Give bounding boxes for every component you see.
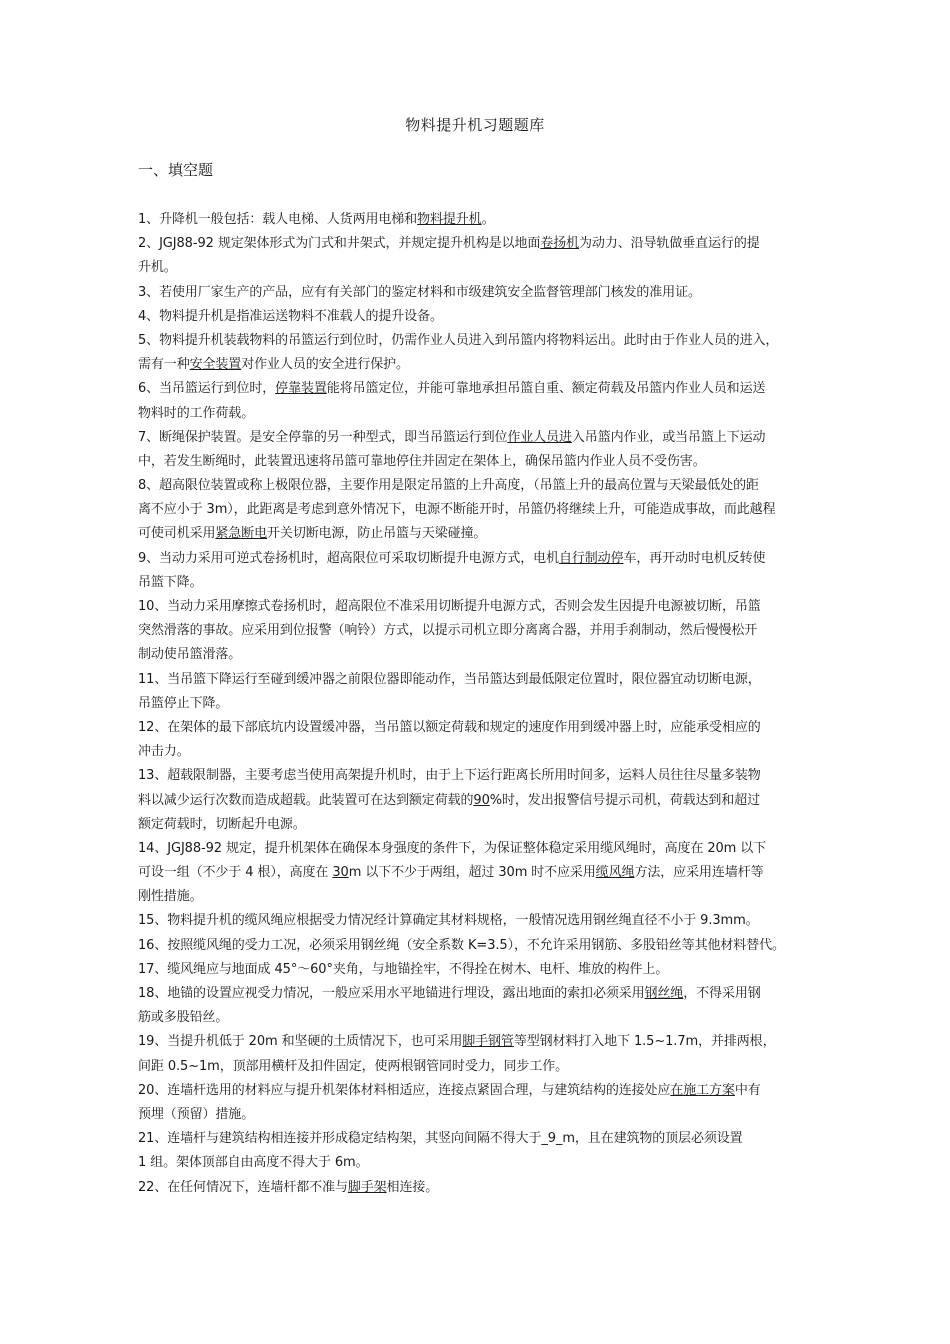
line-text: 4、物料提升机是指准运送物料不准载人的提升设备。 — [138, 308, 443, 324]
line-text: 16、按照缆风绳的受力工况，必须采用钢丝绳（安全系数 K=3.5），不允许采用钢筋、多股铅丝等其他材料替代。 — [138, 937, 785, 953]
text-line — [138, 1103, 822, 1127]
line-text: m 以下不少于两组，超过 30m 时不应采用 — [348, 865, 596, 881]
line-text: 升机。 — [138, 260, 177, 276]
line-text: 13、超载限制器，主要考虑当使用高架提升机时，由于上下运行距离长所用时间多，运料人员往往尽量多装物 — [138, 768, 761, 784]
line-text: 9、当动力采用可逆式卷扬机时，超高限位可采取切断提升电源方式，电机 — [138, 550, 559, 566]
text-line — [138, 934, 822, 958]
text-line — [138, 1006, 822, 1030]
line-text: 3、若使用厂家生产的产品，应有有关部门的鉴定材料和市级建筑安全监督管理部门核发的准用证。 — [138, 284, 701, 300]
underlined-answer: 钢丝绳 — [644, 986, 684, 1001]
line-text: 等型钢材料打入地下 1.5~1.7m，并排两根， — [513, 1034, 776, 1050]
line-text: 间距 0.5~1m，顶部用横杆及扣件固定，使两根钢管同时受力，同步工作。 — [138, 1058, 569, 1074]
text-line — [138, 1055, 822, 1079]
line-text: 入吊篮内作业，或当吊篮上下运动 — [571, 429, 766, 445]
line-text: 需有一种 — [138, 357, 190, 373]
line-text: 2、JGJ88-92 规定架体形式为门式和井架式，并规定提升机构是以地面 — [138, 236, 541, 252]
text-line — [138, 982, 822, 1006]
text-line — [138, 1151, 822, 1175]
text-line — [138, 329, 822, 353]
text-line — [138, 256, 822, 280]
line-text: 7、断绳保护装置。是安全停靠的另一种型式，即当吊篮运行到位 — [138, 429, 508, 445]
text-line — [138, 789, 822, 813]
text-line — [138, 450, 822, 474]
line-text: 预埋（预留）措施。 — [138, 1106, 255, 1122]
line-text: 对作业人员的安全进行保护。 — [241, 357, 409, 373]
line-text: 为动力、沿导轨做垂直运行的提 — [579, 236, 760, 252]
text-line — [138, 402, 822, 426]
line-text: 方法，应采用连墙杆等 — [634, 865, 764, 881]
line-text: 可设一组（不少于 4 根），高度在 — [138, 865, 333, 881]
line-text: 14、JGJ88-92 规定，提升机架体在确保本身强度的条件下，为保证整体稳定采用缆风绳时，高度在 20m 以下 — [138, 840, 767, 856]
line-text: 制动使吊篮滑落。 — [138, 647, 242, 663]
underlined-answer: 脚手架 — [347, 1179, 387, 1195]
text-line — [138, 522, 822, 546]
section-heading: 一、填空题 — [138, 161, 214, 179]
question-list — [138, 208, 822, 1200]
line-text: 19、当提升机低于 20m 和坚硬的土质情况下，也可采用 — [138, 1034, 463, 1050]
text-line — [138, 377, 822, 401]
line-text: 筋或多股铅丝。 — [138, 1010, 229, 1026]
text-line — [138, 837, 822, 861]
underlined-answer: 作业人员进 — [507, 429, 572, 445]
line-text: 。 — [481, 212, 495, 227]
underlined-answer: 停靠装置 — [275, 381, 327, 397]
text-line — [138, 498, 822, 522]
underlined-answer: 紧急断电 — [215, 526, 268, 542]
text-line — [138, 1030, 822, 1054]
line-text: 开关切断电源，防止吊篮与天梁碰撞。 — [267, 526, 487, 542]
line-text: 15、物料提升机的缆风绳应根据受力情况经计算确定其材料规格，一般情况选用钢丝绳直径不小于 9.3mm。 — [138, 913, 759, 929]
text-line — [138, 1127, 822, 1151]
underlined-answer: 卷扬机 — [540, 236, 580, 252]
text-line — [138, 474, 822, 498]
line-text: 17、缆风绳应与地面成 45°～60°夹角，与地锚拴牢，不得拴在树木、电杆、堆放的构件上。 — [138, 961, 669, 977]
underlined-answer: 90 — [473, 792, 490, 808]
text-line — [138, 764, 822, 788]
line-text: 6、当吊篮运行到位时， — [138, 381, 276, 397]
line-text: 冲击力。 — [138, 744, 190, 760]
line-text: 车，再开动时电机反转使 — [623, 550, 766, 566]
text-line — [138, 426, 822, 450]
text-line — [138, 885, 822, 909]
underlined-answer: 物料提升机 — [417, 212, 482, 227]
line-text: 额定荷载时，切断起升电源。 — [138, 816, 306, 832]
text-line — [138, 232, 822, 256]
line-text: 吊篮下降。 — [138, 574, 203, 590]
line-text: 中有 — [734, 1082, 761, 1098]
line-text: 可使司机采用 — [138, 526, 216, 542]
line-text: ，不得采用钢 — [683, 986, 761, 1001]
text-line — [138, 643, 822, 667]
underlined-answer: 脚手钢管 — [462, 1034, 514, 1050]
text-line — [138, 1176, 822, 1200]
line-text: 18、地锚的设置应视受力情况，一般应采用水平地锚进行埋设，露出地面的索扣必须采用 — [138, 986, 645, 1001]
line-text: 11、当吊篮下降运行至碰到缓冲器之前限位器即能动作，当吊篮达到最低限定位置时，限位器宜动切断电源， — [138, 671, 761, 687]
document-title: 物料提升机习题题库 — [405, 116, 545, 134]
line-text: 10、当动力采用摩擦式卷扬机时，超高限位不准采用切断提升电源方式，否则会发生因提升电源被切断，吊篮 — [138, 599, 761, 614]
text-line — [138, 547, 822, 571]
text-line — [138, 692, 822, 716]
line-text: 中，若发生断绳时，此装置迅速将吊篮可靠地停住并固定在架体上，确保吊篮内作业人员不受伤害。 — [138, 453, 706, 469]
text-line — [138, 909, 822, 933]
line-text: 吊篮停止下降。 — [138, 695, 229, 711]
text-line — [138, 1079, 822, 1103]
underlined-answer: 安全装置 — [189, 357, 242, 373]
text-line — [138, 208, 822, 232]
text-line — [138, 305, 822, 329]
line-text: 离不应小于 3m），此距离是考虑到意外情况下，电源不断能开时，吊篮仍将继续上升，可能造成事故，而此越程 — [138, 502, 776, 518]
underlined-answer: 在施工方案 — [670, 1082, 735, 1098]
text-line — [138, 571, 822, 595]
line-text: 21、连墙杆与建筑结构相连接并形成稳定结构架，其竖向间隔不得大于_9_m，且在建筑物的顶层必须设置 — [138, 1131, 743, 1147]
underlined-answer: 缆风绳 — [595, 865, 635, 881]
text-line — [138, 958, 822, 982]
text-line — [138, 281, 822, 305]
text-line — [138, 619, 822, 643]
line-text: 5、物料提升机装载物料的吊篮运行到位时，仍需作业人员进入到吊篮内将物料运出。此时由于作业人员的进入， — [138, 332, 779, 348]
line-text: 8、超高限位装置或称上极限位器，主要作用是限定吊篮的上升高度，（吊篮上升的最高位置与天梁最低处的距 — [138, 478, 759, 494]
line-text: 料以减少运行次数而造成超载。此装置可在达到额定荷载的 — [138, 792, 474, 808]
line-text: 1 组。架体顶部自由高度不得大于 6m。 — [138, 1155, 369, 1171]
text-line — [138, 740, 822, 764]
line-text: 20、连墙杆选用的材料应与提升机架体材料相适应，连接点紧固合理，与建筑结构的连接处应 — [138, 1082, 671, 1098]
underlined-answer: 30 — [332, 865, 349, 881]
text-line — [138, 813, 822, 837]
text-line — [138, 353, 822, 377]
text-line — [138, 861, 822, 885]
line-text: 刚性措施。 — [138, 889, 203, 905]
line-text: 相连接。 — [386, 1179, 439, 1195]
line-text: 能将吊篮定位，并能可靠地承担吊篮自重、额定荷载及吊篮内作业人员和运送 — [326, 381, 766, 397]
line-text: 物料时的工作荷载。 — [138, 405, 255, 421]
line-text: 12、在架体的最下部底坑内设置缓冲器，当吊篮以额定荷载和规定的速度作用到缓冲器上时，应能承受相应的 — [138, 719, 761, 735]
line-text: 22、在任何情况下，连墙杆都不准与 — [138, 1179, 348, 1195]
text-line — [138, 668, 822, 692]
line-text: 突然滑落的事故。应采用到位报警（响铃）方式，以提示司机立即分离离合器，并用手刹制动，然后慢慢松开 — [138, 623, 758, 639]
line-text: 1、升降机一般包括：载人电梯、人货两用电梯和 — [138, 212, 418, 227]
underlined-answer: 自行制动停 — [558, 550, 624, 566]
line-text: %时，发出报警信号提示司机，荷载达到和超过 — [489, 792, 761, 808]
text-line — [138, 595, 822, 619]
text-line — [138, 716, 822, 740]
